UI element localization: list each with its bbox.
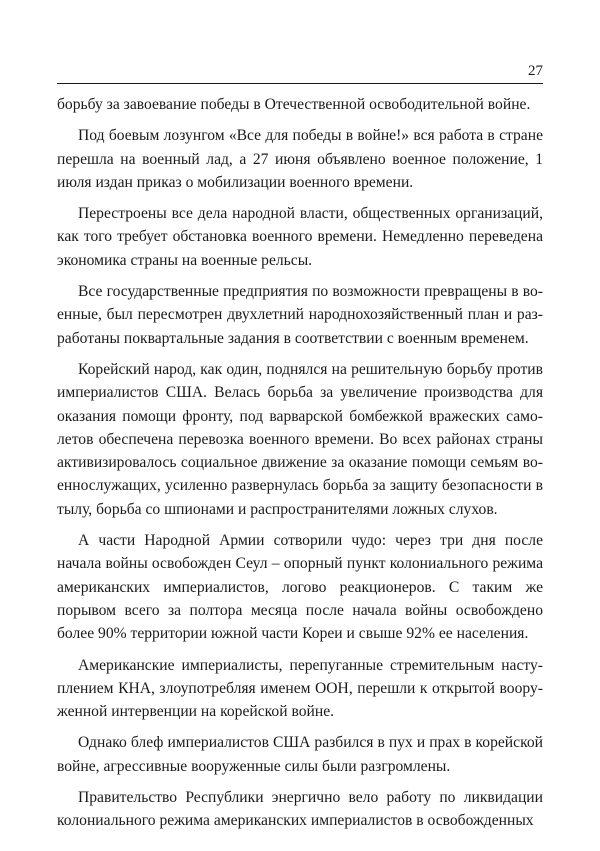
paragraph-4: Все государственные предприятия по возможности превращены в военные, был пересмотрен двухлетний народнохозяйственный план и разработаны поквартальные задания в соответствии с военным временем. — [57, 283, 543, 347]
paragraph-5: Корейский народ, как один, поднялся на решительную борьбу против империалистов США. Велась борьба за увеличение производства для оказания помощи фронту, под варварской бомбежкой вражеских самолетов обеспечена перевозка военного времени. Во всех районах страны активизировалось социальное движение за оказание помощи семьям военнослужащих, усиленно развернулась борьба за защиту безопасности в тылу, борьба со шпионами и распространителями ложных слухов. — [57, 360, 543, 518]
header-rule — [57, 83, 543, 84]
paragraph-9: Правительство Республики энергично вело работу по ликвидации колониального режима американских империалистов в освобожденных — [57, 789, 543, 830]
body-text — [57, 93, 543, 841]
page-number: 27 — [528, 63, 543, 79]
paragraph-3: Перестроены все дела народной власти, общественных организаций, как того требует обстановка военного времени. Немедленно переведена экономика страны на военные рельсы. — [57, 205, 543, 269]
paragraph-1: борьбу за завоевание победы в Отечественной освободительной войне. — [57, 96, 531, 113]
paragraph-7: Американские империалисты, перепуганные стремительным наступлением КНА, злоупотребляя именем ООН, перешли к открытой вооруженной интервенции на корейской войне. — [57, 656, 543, 721]
paragraph-8: Однако блеф империалистов США разбился в пух и прах в корейской войне, агрессивные вооруженные силы были разгромлены. — [57, 734, 543, 775]
paragraph-2: Под боевым лозунгом «Все для победы в войне!» вся работа в стране перешла на военный лад, а 27 июня объявлено военное положение, 1 июля издан приказ о мобилизации военного времени. — [57, 127, 543, 191]
paragraph-6: А части Народной Армии сотворили чудо: через три дня после начала войны освобожден Сеул – опорный пункт колониального режима американских империалистов, логово реакционеров. С таким же порывом всего за полтора месяца после начала войны освобождено более 90% территории южной части Кореи и свыше 92% ее населения. — [57, 532, 543, 643]
